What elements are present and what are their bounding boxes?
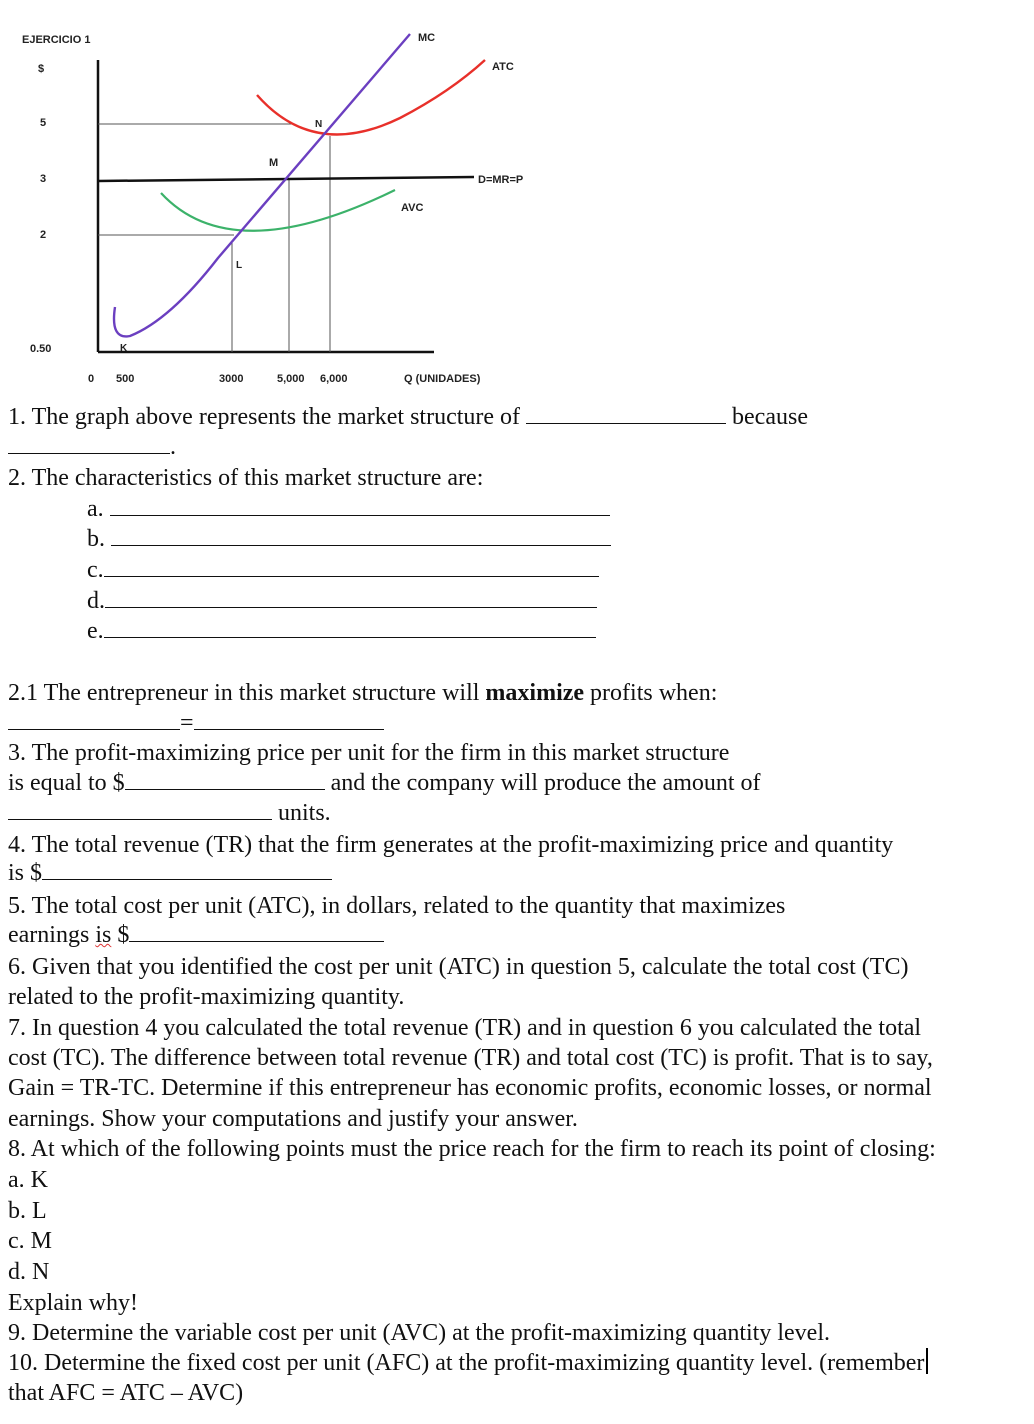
- x-tick-label: 6,000: [320, 373, 348, 385]
- option-c: c. M: [8, 1228, 52, 1254]
- question-4-line-2: is $: [8, 858, 332, 888]
- y-tick-label: 2: [40, 229, 47, 241]
- answer-blank-q1-reason[interactable]: [8, 435, 170, 454]
- question-5-line-1: 5. The total cost per unit (ATC), in dollars, related to the quantity that maximizes: [8, 893, 786, 919]
- answer-blank-q3-price[interactable]: [125, 771, 325, 790]
- question-5-line-2: earnings is $: [8, 920, 384, 950]
- question-7-line-1: 7. In question 4 you calculated the total revenue (TR) and in question 6 you calculated the total: [8, 1015, 922, 1041]
- x-axis-label: Q (UNIDADES): [404, 373, 481, 385]
- list-item-d: d.: [87, 586, 597, 616]
- question-3-line-2: is equal to $ and the company will produce the amount of: [8, 770, 761, 796]
- mc-label: MC: [418, 32, 436, 44]
- answer-blank-q2-e[interactable]: [104, 619, 596, 638]
- cost-curves-chart: [0, 0, 1034, 400]
- guide-lines: [98, 124, 330, 352]
- question-7-line-4: earnings. Show your computations and justify your answer.: [8, 1106, 578, 1132]
- point-n-label: N: [315, 119, 323, 130]
- point-l-label: L: [236, 260, 243, 271]
- answer-blank-q4-revenue[interactable]: [42, 861, 332, 880]
- answer-blank-q1-structure[interactable]: [526, 405, 726, 424]
- text-cursor: [926, 1348, 928, 1374]
- list-item-a: a.: [87, 494, 610, 524]
- answer-blank-q2-c[interactable]: [104, 558, 599, 577]
- question-2-1: 2.1 The entrepreneur in this market structure will maximize profits when:: [8, 680, 718, 706]
- y-tick-label: 3: [40, 173, 47, 185]
- answer-blank-q3-quantity[interactable]: [8, 801, 272, 820]
- answer-blank-q21-left[interactable]: [8, 711, 180, 730]
- question-6-line-2: related to the profit-maximizing quantity.: [8, 984, 405, 1010]
- exercise-title: EJERCICIO 1: [22, 34, 91, 46]
- list-item-c: c.: [87, 555, 599, 585]
- question-4-line-1: 4. The total revenue (TR) that the firm generates at the profit-maximizing price and quantity: [8, 832, 894, 858]
- x-tick-label: 5,000: [277, 373, 305, 385]
- list-item-b: b.: [87, 524, 611, 554]
- question-3-line-1: 3. The profit-maximizing price per unit for the firm in this market structure: [8, 740, 730, 766]
- point-k-label: K: [120, 343, 128, 354]
- question-7-line-2: cost (TC). The difference between total revenue (TR) and total cost (TC) is profit. That is to say,: [8, 1045, 933, 1071]
- question-7-line-3: Gain = TR-TC. Determine if this entrepreneur has economic profits, economic losses, or normal: [8, 1075, 932, 1101]
- option-a: a. K: [8, 1167, 48, 1193]
- y-axis-label: $: [38, 63, 45, 75]
- x-tick-label: 500: [116, 373, 135, 385]
- x-tick-label: 3000: [219, 373, 244, 385]
- option-b: b. L: [8, 1198, 47, 1224]
- answer-blank-q2-d[interactable]: [105, 589, 597, 608]
- point-m-label: M: [269, 157, 279, 169]
- x-tick-label: 0: [88, 373, 95, 385]
- question-8: 8. At which of the following points must the price reach for the firm to reach its point of closing:: [8, 1136, 936, 1162]
- list-item-e: e.: [87, 616, 596, 646]
- question-10-line-1: 10. Determine the fixed cost per unit (AFC) at the profit-maximizing quantity level. (remember: [8, 1348, 928, 1378]
- atc-curve: [257, 60, 485, 134]
- question-2: 2. The characteristics of this market structure are:: [8, 465, 484, 491]
- answer-blank-q2-a[interactable]: [110, 497, 610, 516]
- question-1: 1. The graph above represents the market structure of because: [8, 404, 808, 430]
- question-3-line-3: units.: [8, 798, 331, 828]
- question-9: 9. Determine the variable cost per unit (AVC) at the profit-maximizing quantity level.: [8, 1320, 830, 1346]
- answer-blank-q2-b[interactable]: [111, 527, 611, 546]
- answer-blank-q5-atc[interactable]: [129, 923, 384, 942]
- demand-label: D=MR=P: [478, 174, 524, 186]
- answer-blank-q21-right[interactable]: [194, 711, 384, 730]
- question-6-line-1: 6. Given that you identified the cost per unit (ATC) in question 5, calculate the total cost (TC): [8, 954, 909, 980]
- y-tick-label: 5: [40, 117, 47, 129]
- explain-why: Explain why!: [8, 1290, 138, 1316]
- y-tick-label: 0.50: [30, 343, 52, 355]
- avc-curve: [161, 190, 395, 231]
- option-d: d. N: [8, 1259, 50, 1285]
- avc-label: AVC: [401, 202, 424, 214]
- question-2-1-equation: =: [8, 708, 384, 738]
- question-1-reason: .: [8, 432, 176, 462]
- mc-curve: [114, 34, 410, 336]
- question-10-line-2: that AFC = ATC – AVC): [8, 1380, 244, 1406]
- atc-label: ATC: [492, 61, 514, 73]
